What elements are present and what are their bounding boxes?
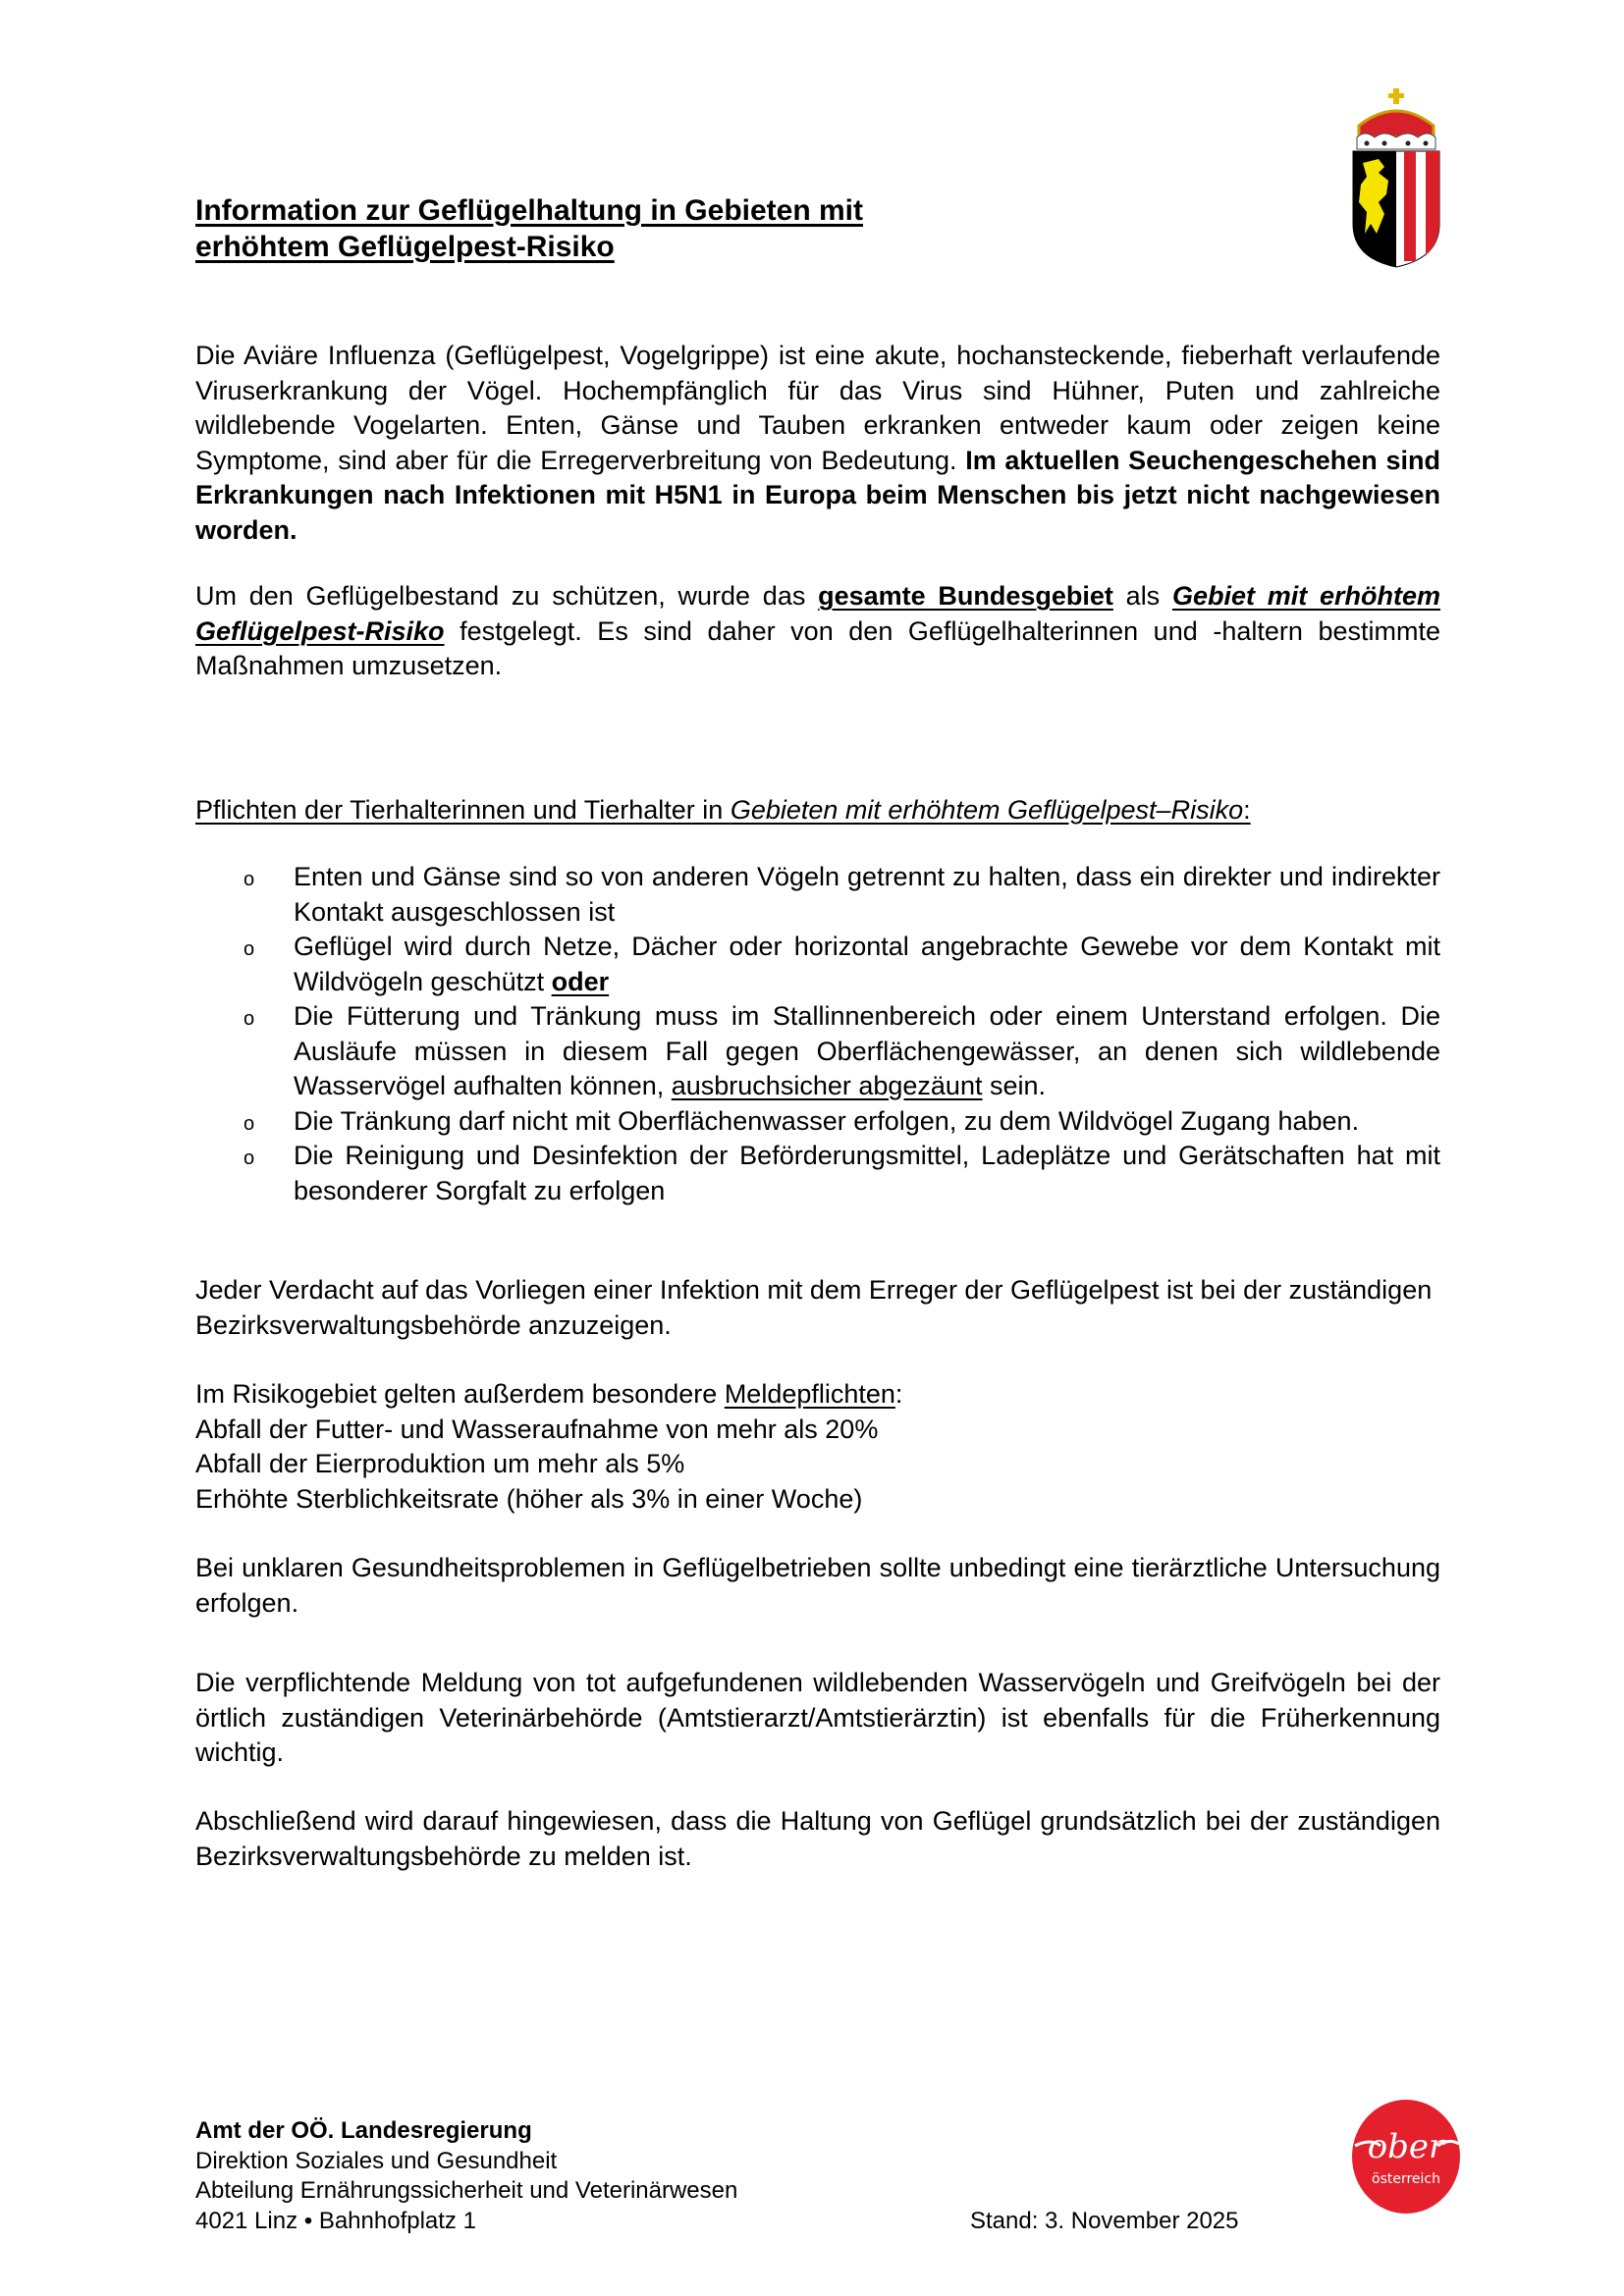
upper-austria-coat-of-arms-icon (1349, 86, 1443, 269)
duties-list-item (195, 930, 1440, 999)
circle-bullet-icon: o (244, 1112, 255, 1135)
title-line-1: Information zur Geflügelhaltung in Gebieten mit (195, 194, 864, 227)
intro-bold-text: Im aktuellen Seuchengeschehen sind Erkrankungen nach Infektionen mit H5N1 in Europa beim Menschen bis jetzt nicht nachgewiesen worden. (195, 445, 1440, 545)
duty-text: Geflügel wird durch Netze, Dächer oder horizontal angebrachte Gewebe vor dem Kontakt mit Wildvögeln geschützt (294, 932, 1440, 996)
duties-list-item (195, 860, 1440, 930)
footer-address-block (195, 2116, 737, 2236)
document-title (195, 192, 981, 265)
duty-text: Die Fütterung und Tränkung muss im Stallinnenbereich oder einem Unterstand erfolgen. Die Ausläufe müssen in diesem Fall gegen Oberflächengewässer, an denen sich wildlebende Wasservögel aufhalten können, (294, 1001, 1440, 1100)
reporting-line: Erhöhte Sterblichkeitsrate (höher als 3% in einer Woche) (195, 1483, 863, 1514)
duties-list-item (195, 1104, 1440, 1140)
circle-bullet-icon: o (244, 1008, 255, 1030)
protection-highlight-risk-area: Gebiet mit erhöhtem Geflügelpest-Risiko (195, 581, 1440, 646)
title-line-2: erhöhtem Geflügelpest-Risiko (195, 231, 615, 263)
protection-text-2: als (1112, 581, 1172, 611)
duties-heading-italic: Gebieten mit erhöhtem Geflügelpest–Risiko (730, 795, 1244, 825)
suspicion-paragraph: Jeder Verdacht auf das Vorliegen einer Infektion mit dem Erreger der Geflügelpest ist bei der zuständigen Bezirksverwaltungsbehörde anzuzeigen. (195, 1275, 1433, 1340)
reporting-intro: Im Risikogebiet gelten außerdem besondere (195, 1379, 725, 1409)
duties-list (195, 860, 1440, 1208)
footer-address: 4021 Linz • Bahnhofplatz 1 (195, 2207, 476, 2234)
closing-paragraph: Abschließend wird darauf hingewiesen, dass die Haltung von Geflügel grundsätzlich bei der zuständigen Bezirksverwaltungsbehörde zu melden ist. (195, 1806, 1440, 1871)
circle-bullet-icon: o (244, 938, 255, 960)
reporting-line: Abfall der Futter- und Wasseraufnahme von mehr als 20% (195, 1414, 879, 1444)
reporting-colon: : (894, 1379, 903, 1409)
duties-list-item (195, 1139, 1440, 1208)
protection-paragraph (195, 579, 1440, 684)
footer-date: Stand: 3. November 2025 (970, 2208, 1239, 2234)
reporting-line: Abfall der Eierproduktion um mehr als 5% (195, 1449, 685, 1478)
footer-directorate: Direktion Soziales und Gesundheit (195, 2147, 558, 2174)
intro-text: Die Aviäre Influenza (Geflügelpest, Vogelgrippe) ist eine akute, hochansteckende, fieberhaft verlaufende Viruserkrankung der Vögel. Hochempfänglich für das Virus sind Hühner, Puten und zahlreiche wildlebende Vogelarten. Enten, Gänse und Tauben erkranken entweder kaum oder zeigen keine Symptome, sind aber für die Erregerverbreitung von Bedeutung. (195, 341, 1440, 475)
circle-bullet-icon: o (244, 869, 255, 890)
duty-text: Enten und Gänse sind so von anderen Vögeln getrennt zu halten, dass ein direkter und indirekter Kontakt ausgeschlossen ist (294, 862, 1440, 927)
duties-heading-plain: Pflichten der Tierhalterinnen und Tierhalter in (195, 795, 731, 825)
intro-paragraph (195, 339, 1440, 548)
protection-text-1: Um den Geflügelbestand zu schützen, wurde das (195, 581, 819, 611)
duties-heading (195, 793, 1251, 828)
duty-text: Die Tränkung darf nicht mit Oberflächenwasser erfolgen, zu dem Wildvögel Zugang haben. (294, 1105, 1360, 1136)
footer-org: Amt der OÖ. Landesregierung (195, 2117, 532, 2144)
svg-text:österreich: österreich (1372, 2171, 1440, 2187)
duties-list-item (195, 999, 1440, 1104)
circle-bullet-icon: o (244, 1148, 255, 1169)
duty-emphasis-oder: oder (551, 966, 610, 996)
duties-heading-colon: : (1243, 795, 1251, 825)
reporting-paragraph (195, 1377, 1440, 1517)
wild-birds-paragraph: Die verpflichtende Meldung von tot aufgefundenen wildlebenden Wasservögeln und Greifvögeln bei der örtlich zuständigen Veterinärbehörde (Amtstierarzt/Amtstierärztin) ist ebenfalls für die Früherkennung wichtig. (195, 1668, 1440, 1767)
svg-text:ober: ober (1367, 2127, 1445, 2166)
protection-highlight-bundesgebiet: gesamte Bundesgebiet (818, 581, 1113, 611)
duty-text: Die Reinigung und Desinfektion der Beförderungsmittel, Ladeplätze und Gerätschaften hat mit besonderer Sorgfalt zu erfolgen (294, 1141, 1440, 1205)
health-problems-paragraph: Bei unklaren Gesundheitsproblemen in Geflügelbetrieben sollte unbedingt eine tierärztliche Untersuchung erfolgen. (195, 1553, 1440, 1618)
oberoesterreich-logo-icon (1351, 2099, 1461, 2215)
footer-department: Abteilung Ernährungssicherheit und Veterinärwesen (195, 2177, 738, 2204)
duty-text-tail: sein. (982, 1071, 1047, 1100)
reporting-intro-underlined: Meldepflichten (724, 1379, 895, 1409)
protection-text-3: festgelegt. Es sind daher von den Geflügelhalterinnen und -haltern bestimmte Maßnahmen umzusetzen. (195, 615, 1440, 680)
duty-underlined: ausbruchsicher abgezäunt (671, 1071, 983, 1100)
